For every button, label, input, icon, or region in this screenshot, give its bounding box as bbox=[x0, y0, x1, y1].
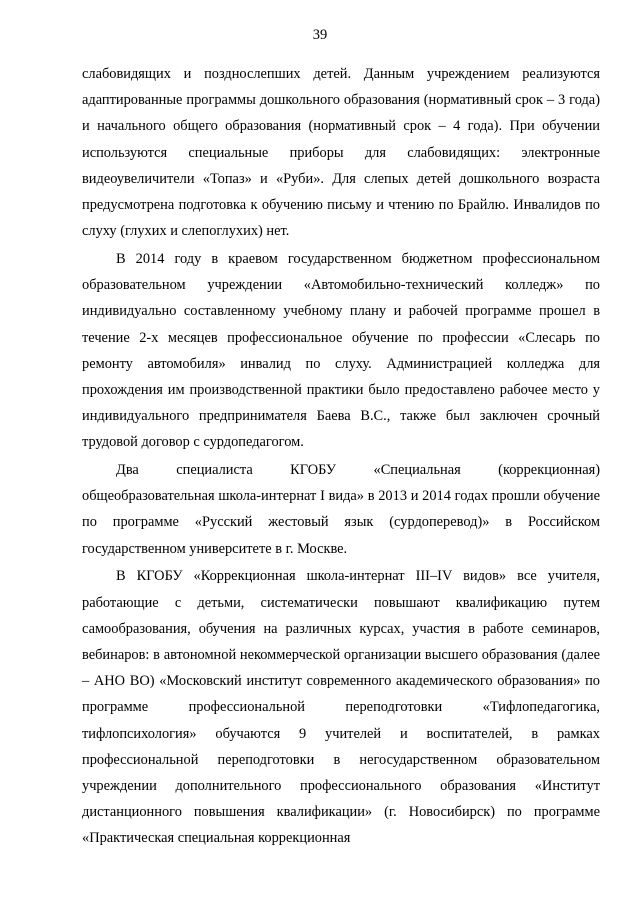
paragraph-1: слабовидящих и позднослепших детей. Данным учреждением реализуются адаптированные программы дошкольного образования (нормативный срок – 3 года) и начального общего образования (нормативный срок – 4 года). При обучении используются специальные приборы для слабовидящих: электронные видеоувеличители «Топаз» и «Руби». Для слепых детей дошкольного возраста предусмотрена подготовка к обучению письму и чтению по Брайлю. Инвалидов по слуху (глухих и слепоглухих) нет. bbox=[82, 66, 600, 240]
body-text bbox=[82, 61, 600, 852]
paragraph-4: В КГОБУ «Коррекционная школа-интернат III–IV видов» все учителя, работающие с детьми, систематически повышают квалификацию путем самообразования, обучения на различных курсах, участия в работе семинаров, вебинаров: в автономной некоммерческой организации высшего образования (далее – АНО ВО) «Московский институт современного академического образования» по программе профессиональной переподготовки «Тифлопедагогика, тифлопсихология» обучаются 9 учителей и воспитателей, в рамках профессиональной переподготовки в негосударственном образовательном учреждении дополнительного профессионального образования «Институт дистанционного повышения квалификации» (г. Новосибирск) по программе «Практическая специальная коррекционная bbox=[82, 568, 600, 847]
paragraph-2: В 2014 году в краевом государственном бюджетном профессиональном образовательном учреждении «Автомобильно-технический колледж» по индивидуально составленному учебному плану и рабочей программе прошел в течение 2-х месяцев профессиональное обучение по профессии «Слесарь по ремонту автомобиля» инвалид по слуху. Администрацией колледжа для прохождения им производственной практики было предоставлено рабочее место у индивидуального предпринимателя Баева В.С., также был заключен срочный трудовой договор с сурдопедагогом. bbox=[82, 250, 600, 451]
paragraph-3: Два специалиста КГОБУ «Специальная (коррекционная) общеобразовательная школа-интернат I вида» в 2013 и 2014 годах прошли обучение по программе «Русский жестовый язык (сурдоперевод)» в Российском государственном университете в г. Москве. bbox=[82, 462, 600, 557]
page-number: 39 bbox=[312, 27, 328, 43]
